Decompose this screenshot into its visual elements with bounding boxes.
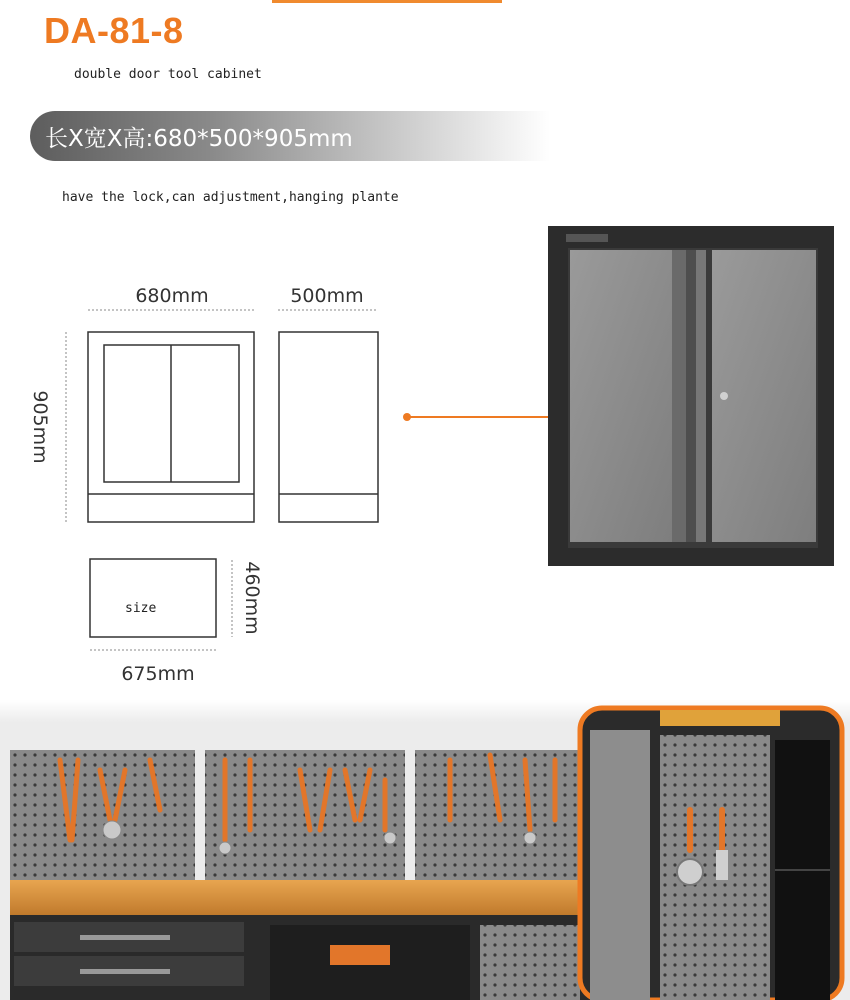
- depth-label: 500mm: [290, 285, 364, 307]
- height-label: 905mm: [29, 390, 51, 464]
- feature-text: have the lock,can adjustment,hanging plante: [62, 190, 399, 205]
- dimension-diagram: [0, 270, 400, 690]
- inset-pegboard-door: [660, 735, 770, 1000]
- workshop-photo: [0, 700, 850, 1000]
- dimensions-label: 长X宽X高:680*500*905mm: [45, 126, 353, 152]
- inset-open-door: [590, 730, 650, 1000]
- model-number: DA-81-8: [44, 10, 184, 51]
- width-label: 680mm: [135, 285, 209, 307]
- size-width-label: 675mm: [121, 663, 195, 685]
- side-view-outline: [279, 332, 378, 522]
- cabinet-photo: [548, 226, 834, 566]
- size-depth-label: 460mm: [241, 561, 263, 635]
- size-label: size: [125, 601, 157, 616]
- callout-line: [402, 412, 548, 422]
- top-view-outline: [90, 559, 216, 637]
- cabinet-logo: [566, 234, 608, 242]
- width-dimension-line: [66, 310, 378, 650]
- lock-icon: [720, 392, 728, 400]
- product-subtitle: double door tool cabinet: [74, 67, 262, 82]
- top-accent-bar: [272, 0, 502, 3]
- workbench-top: [10, 880, 590, 915]
- cabinet-left-door: [570, 250, 672, 542]
- front-view-outline: [88, 332, 254, 522]
